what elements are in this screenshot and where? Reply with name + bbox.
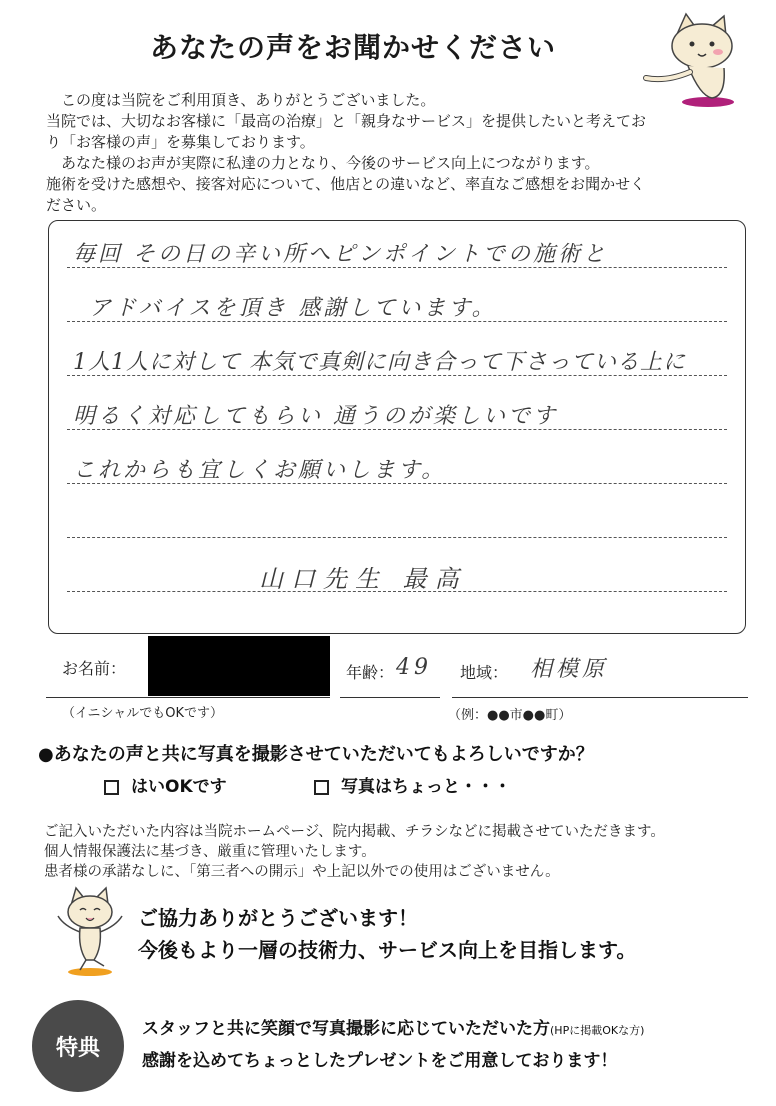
benefit-text (142, 1014, 644, 1076)
intro-line: あなた様のお声が実際に私達の力となり、今後のサービス向上につながります。 (61, 154, 600, 172)
intro-line: 施術を受けた感想や、接客対応について、他店との違いなど、率直なご感想をお聞かせく (46, 175, 646, 193)
option-yes[interactable] (104, 772, 227, 797)
area-label: 地域： (460, 663, 509, 682)
benefit-line-1-small: (HPに掲載OKな方) (550, 1024, 645, 1037)
handwritten-line: 明るく対応してもらい 通うのが楽しいです (73, 404, 558, 429)
area-note: （例：●●市●●町） (448, 708, 572, 723)
thanks-line: 今後もより一層の技術力、サービス向上を目指します。 (138, 938, 637, 962)
name-note: （イニシャルでもOKです） (62, 706, 223, 721)
comment-box (48, 220, 746, 634)
checkbox-no[interactable] (314, 780, 329, 795)
name-underline (46, 697, 330, 698)
handwritten-line: 毎回 その日の辛い所へピンポイントでの施術と (73, 242, 608, 267)
intro-text (46, 90, 766, 216)
area-underline (452, 697, 748, 698)
handwritten-line: 1人1人に対して 本気で真剣に向き合って下さっている上に (73, 350, 686, 375)
thanks-message (138, 902, 636, 966)
benefit-line-1-main: スタッフと共に笑顔で写真撮影に応じていただいた方 (142, 1019, 550, 1039)
intro-line: ださい。 (46, 196, 107, 214)
thanks-line: ご協力ありがとうございます！ (138, 906, 418, 930)
option-no-label: 写真はちょっと・・・ (341, 777, 511, 797)
intro-line: 当院では、大切なお客様に「最高の治療」と「親身なサービス」を提供したいと考えてお (46, 112, 647, 130)
age-value: 49 (396, 655, 432, 680)
intro-line: この度は当院をご利用頂き、ありがとうございました。 (61, 91, 436, 109)
ruled-line (67, 537, 727, 538)
notice-line: ご記入いただいた内容は当院ホームページ、院内掲載、チラシなどに掲載させていただきます。 (44, 824, 665, 840)
handwritten-line: これからも宜しくお願いします。 (73, 458, 447, 483)
privacy-notice (44, 822, 764, 882)
photo-question: ●あなたの声と共に写真を撮影させていただいてもよろしいですか？ (38, 744, 594, 765)
page-title: あなたの声をお聞かせください (150, 31, 557, 64)
checkbox-yes[interactable] (104, 780, 119, 795)
intro-line: り「お客様の声」を募集しております。 (46, 133, 315, 151)
dancing-cat-illustration (50, 886, 130, 978)
option-yes-label: はいOKです (131, 777, 227, 797)
benefit-line-1 (142, 1014, 644, 1046)
notice-line: 個人情報保護法に基づき、厳重に管理いたします。 (44, 844, 376, 860)
area-value: 相模原 (530, 657, 609, 682)
benefit-line-2: 感謝を込めてちょっとしたプレゼントをご用意しております！ (142, 1051, 618, 1071)
age-label: 年齢： (346, 663, 395, 682)
benefit-badge: 特典 (32, 1000, 124, 1092)
option-no[interactable] (314, 772, 511, 797)
name-label: お名前： (62, 659, 127, 678)
age-underline (340, 697, 440, 698)
notice-line: 患者様の承諾なしに、「第三者への開示」や上記以外での使用はございません。 (44, 864, 560, 880)
handwritten-signature: 山口先生 最高 (259, 565, 467, 593)
handwritten-line: アドバイスを頂き 感謝しています。 (89, 296, 497, 321)
redacted-name (148, 636, 330, 696)
